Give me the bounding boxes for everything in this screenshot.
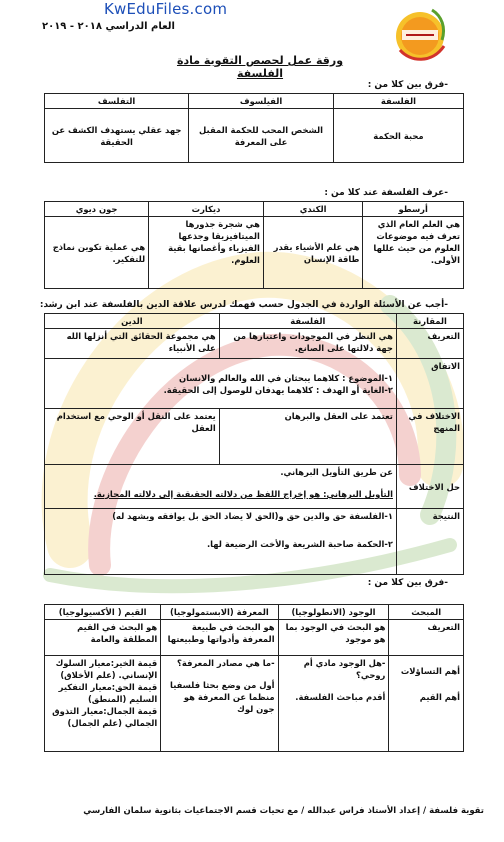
q2-header: ديكارت: [149, 202, 264, 217]
q4-definition-ontology: هو البحث في الوجود بما هو موجود: [278, 620, 389, 656]
q4-ontology-question: -هل الوجود مادي أم روحي؟: [303, 658, 386, 680]
q2-cell: هي علم الأشياء بقدر طاقة الإنسان: [263, 217, 363, 289]
q4-value-good: قيمة الخير:معيار السلوك الإنساني. (علم الأخلاق): [55, 658, 158, 680]
q4-definition-epistemology: هو البحث في طبيعة المعرفة وأدواتها وطبيعتها: [161, 620, 278, 656]
q2-cell: هي العلم العام الذي تعرف فيه موضوعات العلوم من حيث عللها الأولى.: [363, 217, 464, 289]
q4-row-label: أهم القيم: [419, 692, 460, 702]
q1-table: [44, 93, 464, 163]
q2-header: جون ديوي: [45, 202, 149, 217]
site-watermark-link[interactable]: KwEduFiles.com: [104, 0, 228, 18]
q2-header: الكندي: [263, 202, 363, 217]
q1-prompt: -فرق بين كلا من :: [367, 80, 448, 90]
q2-table: [44, 201, 464, 289]
q1-cell: الشخص المحب للحكمة المقبل على المعرفة: [189, 109, 334, 163]
q3-agreement-subject: ١-الموضوع : كلاهما يبحثان في الله والعالم والانسان: [179, 372, 393, 383]
q3-definition-religion: هي مجموعة الحقائق التي أنزلها الله على الأنبياء: [45, 329, 220, 359]
q4-value-truth: قيمة الحق:معيار التفكير السليم (المنطق): [58, 682, 158, 704]
q4-row-label: أهم التساؤلات: [400, 666, 460, 676]
page-footer: تقوية فلسفة / إعداد الأستاذ فراس عبدالله / مع تحيات قسم الاجتماعيات بثانوية سلمان الفارسي: [83, 806, 484, 816]
q3-solution-definition: التأويل البرهاني: هو إخراج اللفظ من دلالته الحقيقية إلى دلالته المجازية.: [93, 489, 393, 499]
q2-cell: هي شجرة جذورها الميتافيزيقا وجذعها الفيزياء وأغصانها بقية العلوم.: [149, 217, 264, 289]
q3-prompt: -أجب عن الأسئلة الواردة في الجدول حسب فهمك لدرس علاقة الدين بالفلسفة عند ابن رشد:: [39, 300, 448, 310]
q3-agreement-goal: ٢-الغاية أو الهدف : كلاهما يهدفان للوصول إلى الحقيقة.: [163, 384, 393, 395]
q2-prompt: -عرف الفلسفة عند كلا من :: [324, 188, 448, 198]
q3-col-religion: الدين: [45, 314, 220, 329]
q4-table: [44, 604, 464, 752]
q2-header: أرسطو: [363, 202, 464, 217]
q1-header: الفيلسوف: [189, 94, 334, 109]
q3-row-label: التعريف: [396, 329, 463, 359]
q4-header: الوجود (الانطولوجيا): [278, 605, 389, 620]
q4-header: المعرفة (الابستمولوجيا): [161, 605, 278, 620]
q3-result-2: ٢-الحكمة صاحبة الشريعة والأخت الرضيعة لها.: [206, 539, 393, 549]
q2-cell: هي عملية تكوين نماذج للتفكير.: [45, 217, 149, 289]
q4-definition-axiology: هو البحث في القيم المطلقة والعامة: [45, 620, 161, 656]
q1-cell: جهد عقلي يستهدف الكشف عن الحقيقة: [45, 109, 189, 163]
q3-method-religion: يعتمد على النقل أو الوحي مع استخدام العقل: [45, 409, 220, 465]
q3-row-label: النتيجة: [396, 509, 463, 575]
q1-header: الفلسفة: [333, 94, 463, 109]
q4-value-beauty: قيمة الجمال:معيار التذوق الجمالي (علم الجمال): [52, 706, 158, 728]
q3-col-philosophy: الفلسفة: [219, 314, 396, 329]
q1-header: التفلسف: [45, 94, 189, 109]
q4-epistemology-question: -ما هي مصادر المعرفة؟: [177, 658, 275, 668]
academic-year: العام الدراسي ٢٠١٨ - ٢٠١٩: [42, 21, 175, 32]
q3-row-label: الاختلاف في المنهج: [396, 409, 463, 465]
q3-row-label: حل الاختلاف: [396, 465, 463, 509]
q3-method-philosophy: تعتمد على العقل والبرهان: [219, 409, 396, 465]
q1-cell: محبة الحكمة: [333, 109, 463, 163]
q3-row-label: الاتفاق: [396, 359, 463, 409]
q4-row-label: التعريف: [389, 620, 464, 656]
school-logo: [392, 6, 448, 70]
page-title: ورقة عمل لحصص التقوية مادة الفلسفة: [176, 54, 344, 80]
q3-definition-philosophy: هي النظر في الموجودات واعتبارها من جهة دلالتها على الصانع.: [219, 329, 396, 359]
q3-result-1: ١-الفلسفة حق والدين حق و(الحق لا يضاد الحق بل يوافقه ويشهد له): [112, 511, 393, 521]
q3-solution-method: عن طريق التأويل البرهاني.: [280, 467, 393, 477]
q4-prompt: -فرق بين كلا من :: [367, 578, 448, 588]
q3-table: [44, 313, 464, 575]
q4-ontology-note: أقدم مباحث الفلسفة.: [295, 692, 386, 702]
q4-epistemology-note: أول من وضع بحثا فلسفيا منظما عن المعرفة هو جون لوك: [170, 680, 275, 714]
q4-header: القيم ( الأكسيولوجيا): [45, 605, 161, 620]
q3-compare-label: المقارنة: [396, 314, 463, 329]
q4-header: المبحث: [389, 605, 464, 620]
